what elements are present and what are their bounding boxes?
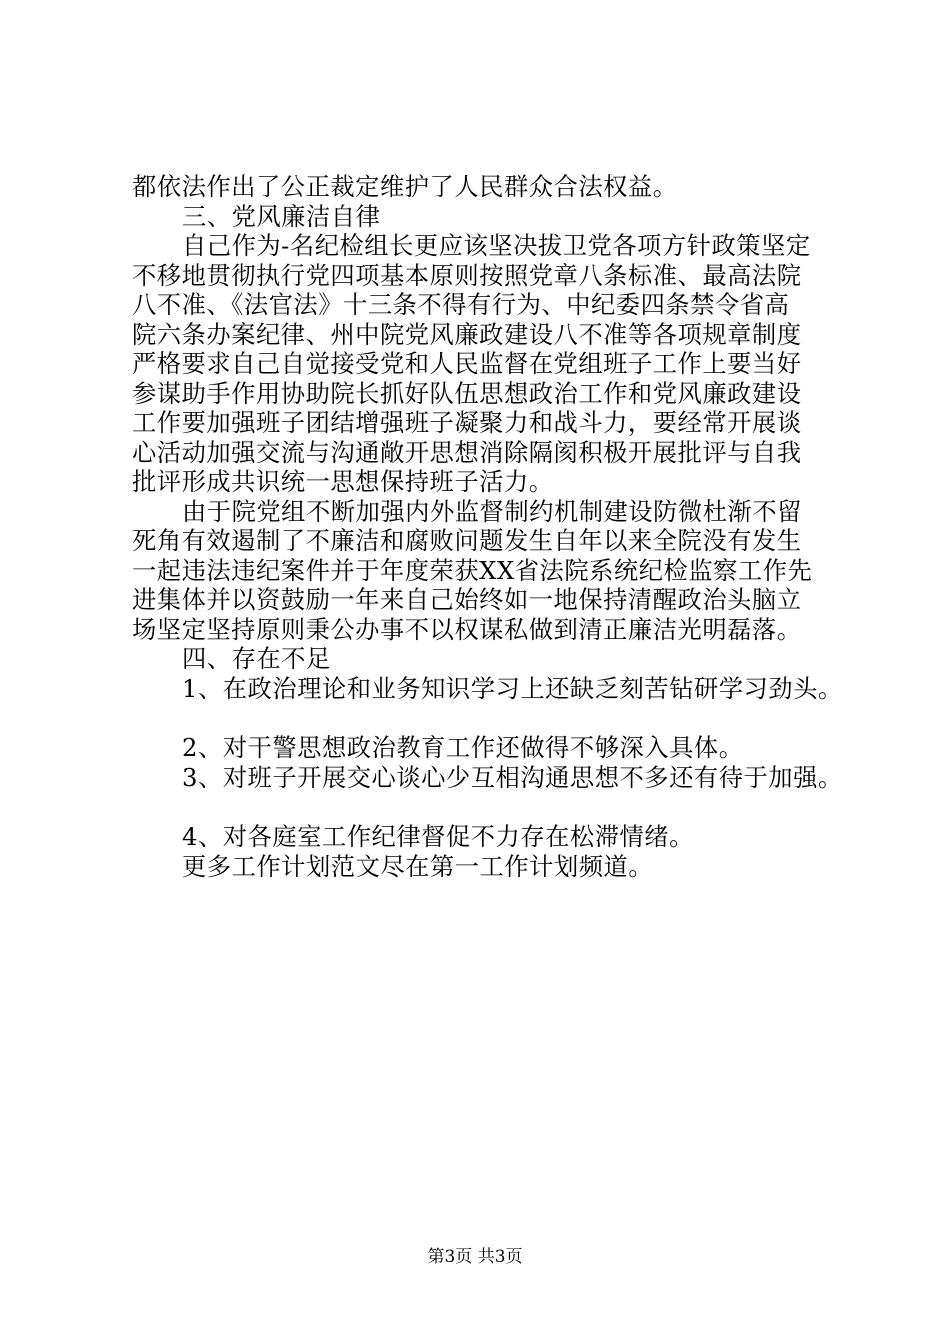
text-line: 由于院党组不断加强内外监督制约机制建设防微杜渐不留 [182, 496, 802, 526]
text-line: 工作要加强班子团结增强班子凝聚力和战斗力，要经常开展谈 [132, 408, 802, 437]
text-line: 心活动加强交流与沟通敞开思想消除隔阂积极开展批评与自我 [132, 437, 802, 467]
text-line: 自己作为-名纪检组长更应该坚决拔卫党各项方针政策坚定 [182, 231, 811, 260]
document-body [132, 172, 844, 881]
paragraph-gap [132, 703, 844, 733]
text-line: 八不准、《法官法》十三条不得有行为、中纪委四条禁令省高 [132, 290, 790, 319]
text-line: 场坚定坚持原则秉公办事不以权谋私做到清正廉洁光明磊落。 [132, 614, 802, 644]
page-footer: 第3页 共3页 [427, 1247, 523, 1267]
paragraph-gap [132, 792, 844, 822]
text-line: 严格要求自己自觉接受党和人民监督在党组班子工作上要当好 [132, 349, 802, 378]
text-line: 三、党风廉洁自律 [182, 201, 381, 231]
text-line: 1、在政治理论和业务知识学习上还缺乏刻苦钻研学习劲头。 [182, 673, 843, 703]
text-line: 都依法作出了公正裁定维护了人民群众合法权益。 [132, 172, 678, 201]
text-line: 3、对班子开展交心谈心少互相沟通思想不多还有待于加强。 [182, 762, 843, 792]
text-line: 四、存在不足 [182, 644, 331, 673]
text-line: 4、对各庭室工作纪律督促不力存在松滞情绪。 [182, 822, 694, 851]
text-line: 批评形成共识统一思想保持班子活力。 [132, 467, 554, 496]
text-line: 进集体并以资鼓励一年来自己始终如一地保持清醒政治头脑立 [132, 585, 802, 614]
text-line: 更多工作计划范文尽在第一工作计划频道。 [182, 851, 654, 881]
text-line: 死角有效遏制了不廉洁和腐败问题发生自年以来全院没有发生 [132, 526, 802, 555]
text-line: 不移地贯彻执行党四项基本原则按照党章八条标准、最高法院 [132, 260, 802, 290]
text-line: 院六条办案纪律、州中院党风廉政建设八不准等各项规章制度 [132, 319, 802, 349]
text-line: 2、对干警思想政治教育工作还做得不够深入具体。 [182, 733, 744, 762]
text-line: 一起违法违纪案件并于年度荣获XX省法院系统纪检监察工作先 [132, 555, 813, 585]
text-line: 参谋助手作用协助院长抓好队伍思想政治工作和党风廉政建设 [132, 378, 802, 408]
